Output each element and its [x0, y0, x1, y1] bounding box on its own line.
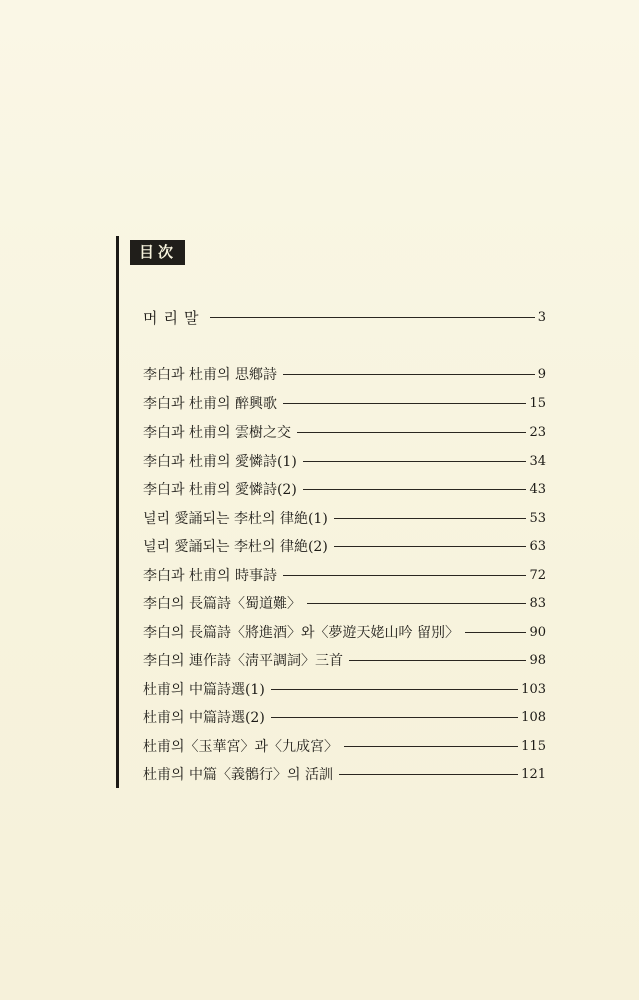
toc-leader-line — [283, 575, 527, 576]
toc-entry — [143, 450, 546, 472]
toc-entry-page: 34 — [529, 453, 546, 469]
toc-heading: 目次 — [130, 240, 185, 265]
toc-entry-title: 杜甫의 中篇〈義鶻行〉의 活訓 — [143, 767, 333, 783]
toc-entry-title: 杜甫의 中篇詩選(2) — [143, 710, 265, 726]
toc-leader-line — [339, 774, 518, 775]
toc-entry — [143, 706, 546, 728]
toc-leader-line — [297, 432, 527, 433]
toc-entry-page: 53 — [529, 510, 546, 526]
toc-entry — [143, 621, 546, 643]
toc-entry-title: 李白과 杜甫의 時事詩 — [143, 568, 277, 584]
toc-entry-page: 83 — [529, 595, 546, 611]
toc-leader-line — [283, 374, 535, 375]
toc-leader-line — [465, 632, 527, 633]
toc-entry — [143, 363, 546, 385]
toc-vertical-rule — [116, 236, 119, 788]
toc-entry-page: 108 — [521, 709, 546, 725]
toc-entry — [143, 592, 546, 614]
toc-entry-title: 李白과 杜甫의 愛憐詩(1) — [143, 454, 297, 470]
toc-leader-line — [344, 746, 518, 747]
toc-leader-line — [303, 461, 527, 462]
toc-leader-line — [210, 317, 534, 318]
toc-entry-page: 115 — [521, 738, 546, 754]
toc-entry — [143, 535, 546, 557]
toc-entry-page: 121 — [521, 766, 546, 782]
toc-entry — [143, 421, 546, 443]
toc-entry — [143, 763, 546, 785]
toc-entry-page: 23 — [529, 424, 546, 440]
toc-entry-page: 72 — [529, 567, 546, 583]
toc-entry-title: 머리말 — [143, 308, 205, 327]
toc-leader-line — [271, 689, 518, 690]
toc-entry-title: 李白의 連作詩〈淸平調詞〉三首 — [143, 653, 343, 669]
toc-leader-line — [307, 603, 526, 604]
toc-entry-title: 杜甫의 中篇詩選(1) — [143, 682, 265, 698]
toc-entry — [143, 507, 546, 529]
toc-leader-line — [349, 660, 526, 661]
toc-entry-title: 널리 愛誦되는 李杜의 律絶(1) — [143, 511, 328, 527]
toc-entry — [143, 392, 546, 414]
toc-leader-line — [271, 717, 518, 718]
toc-entry-page: 98 — [529, 652, 546, 668]
toc-entry-preface — [143, 306, 546, 328]
table-of-contents — [116, 236, 556, 788]
toc-entry-title: 杜甫의〈玉華宮〉과〈九成宮〉 — [143, 739, 339, 755]
toc-entry-title: 李白의 長篇詩〈將進酒〉와〈夢遊天姥山吟 留別〉 — [143, 625, 459, 641]
toc-entry-page: 63 — [529, 538, 546, 554]
toc-entry — [143, 478, 546, 500]
toc-leader-line — [303, 489, 527, 490]
toc-entry-title: 李白과 杜甫의 思鄕詩 — [143, 367, 277, 383]
toc-entry-page: 9 — [537, 366, 546, 382]
toc-entry-page: 3 — [537, 309, 546, 325]
toc-entry — [143, 564, 546, 586]
toc-entry-page: 43 — [529, 481, 546, 497]
toc-entry-page: 103 — [521, 681, 546, 697]
toc-entry-page: 15 — [529, 395, 546, 411]
toc-leader-line — [283, 403, 527, 404]
toc-entry — [143, 735, 546, 757]
toc-entry-page: 90 — [529, 624, 546, 640]
toc-entry-title: 李白의 長篇詩〈蜀道難〉 — [143, 596, 301, 612]
toc-entry-title: 널리 愛誦되는 李杜의 律絶(2) — [143, 539, 328, 555]
toc-entry-title: 李白과 杜甫의 醉興歌 — [143, 396, 277, 412]
toc-entry — [143, 678, 546, 700]
toc-entry-title: 李白과 杜甫의 雲樹之交 — [143, 425, 291, 441]
toc-entry — [143, 649, 546, 671]
toc-leader-line — [334, 518, 527, 519]
toc-leader-line — [334, 546, 527, 547]
toc-entry-title: 李白과 杜甫의 愛憐詩(2) — [143, 482, 297, 498]
